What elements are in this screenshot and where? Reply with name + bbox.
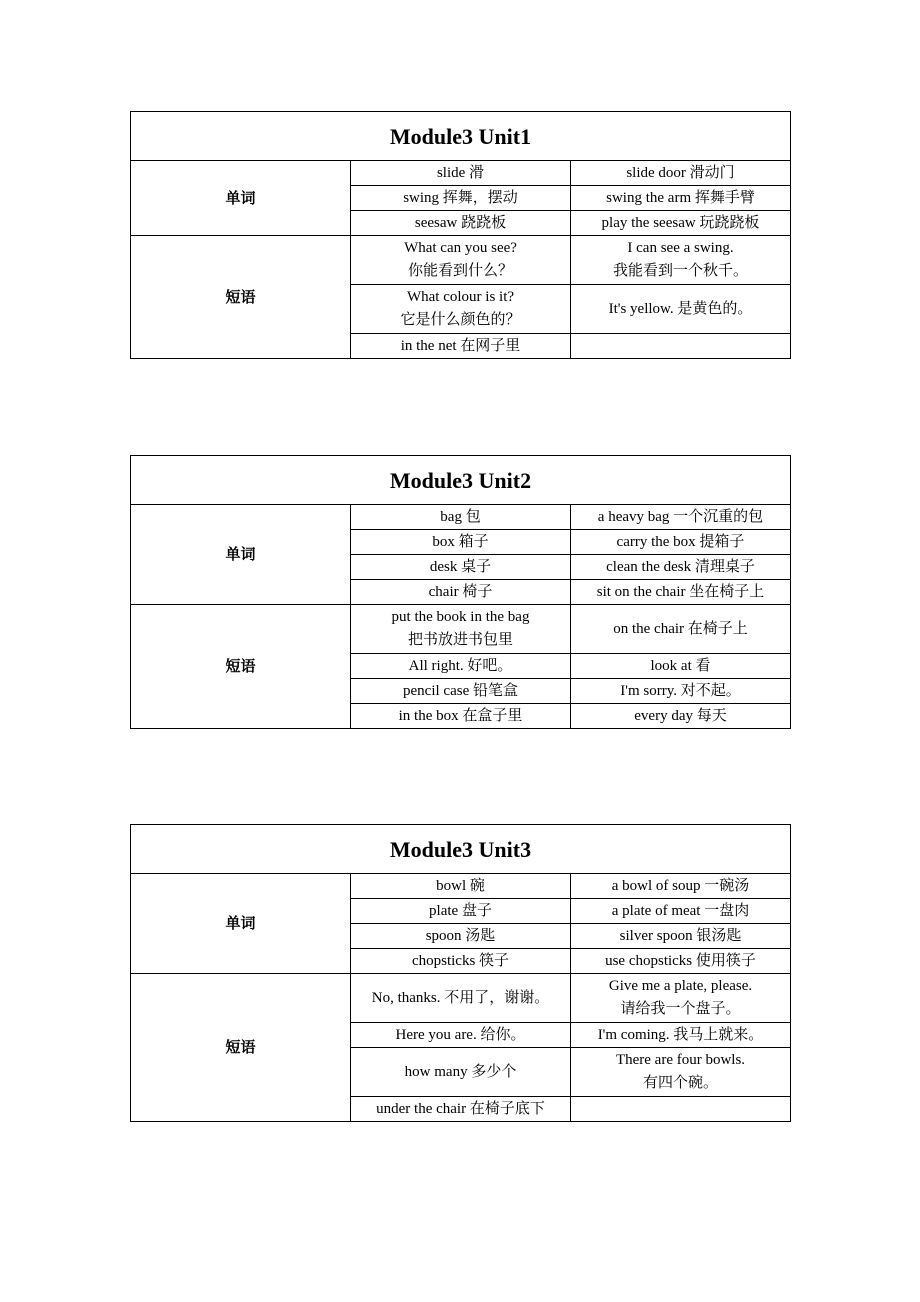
- word-example-cell: a heavy bag 一个沉重的包: [571, 505, 791, 530]
- empty-cell: [571, 334, 791, 359]
- phrase-line: 请给我一个盘子。: [620, 1001, 741, 1017]
- phrase-line: 我能看到一个秋千。: [612, 263, 748, 279]
- phrase-cell: under the chair 在椅子底下: [351, 1097, 571, 1122]
- phrase-cell: in the net 在网子里: [351, 334, 571, 359]
- empty-cell: [571, 1097, 791, 1122]
- word-cell: spoon 汤匙: [351, 924, 571, 949]
- phrase-cell: in the box 在盒子里: [351, 704, 571, 729]
- phrase-cell: pencil case 铅笔盒: [351, 679, 571, 704]
- phrase-line: put the book in the bag: [391, 609, 530, 625]
- phrase-cell: [571, 236, 791, 285]
- word-cell: box 箱子: [351, 530, 571, 555]
- words-label: 单词: [131, 874, 351, 974]
- phrases-label: 短语: [131, 974, 351, 1122]
- word-example-cell: play the seesaw 玩跷跷板: [571, 211, 791, 236]
- word-cell: plate 盘子: [351, 899, 571, 924]
- word-cell: bowl 碗: [351, 874, 571, 899]
- phrase-cell: All right. 好吧。: [351, 654, 571, 679]
- phrase-line: 它是什么颜色的？: [400, 312, 521, 328]
- word-example-cell: carry the box 提箱子: [571, 530, 791, 555]
- word-example-cell: a plate of meat 一盘肉: [571, 899, 791, 924]
- word-example-cell: swing the arm 挥舞手臂: [571, 186, 791, 211]
- word-example-cell: use chopsticks 使用筷子: [571, 949, 791, 974]
- word-cell: bag 包: [351, 505, 571, 530]
- word-example-cell: silver spoon 银汤匙: [571, 924, 791, 949]
- phrase-cell: I'm coming. 我马上就来。: [571, 1023, 791, 1048]
- word-example-cell: a bowl of soup 一碗汤: [571, 874, 791, 899]
- word-cell: seesaw 跷跷板: [351, 211, 571, 236]
- phrase-line: What colour is it?: [406, 289, 515, 305]
- phrases-label: 短语: [131, 236, 351, 359]
- phrase-line: I can see a swing.: [627, 240, 734, 256]
- phrase-cell: [351, 236, 571, 285]
- word-cell: swing 挥舞，摆动: [351, 186, 571, 211]
- phrase-line: 有四个碗。: [642, 1075, 718, 1091]
- word-example-cell: slide door 滑动门: [571, 161, 791, 186]
- phrase-cell: Here you are. 给你。: [351, 1023, 571, 1048]
- phrases-label: 短语: [131, 605, 351, 729]
- phrase-cell: look at 看: [571, 654, 791, 679]
- words-label: 单词: [131, 161, 351, 236]
- word-cell: slide 滑: [351, 161, 571, 186]
- phrase-cell: It's yellow. 是黄色的。: [571, 285, 791, 334]
- unit-table-2: [130, 455, 791, 729]
- unit-title: Module3 Unit3: [131, 825, 791, 874]
- word-cell: chair 椅子: [351, 580, 571, 605]
- phrase-cell: on the chair 在椅子上: [571, 605, 791, 654]
- phrase-line: 你能看到什么？: [407, 263, 513, 279]
- phrase-line: Give me a plate, please.: [608, 978, 753, 994]
- phrase-cell: [571, 1048, 791, 1097]
- phrase-cell: [351, 605, 571, 654]
- phrase-cell: every day 每天: [571, 704, 791, 729]
- phrase-cell: [571, 974, 791, 1023]
- word-example-cell: sit on the chair 坐在椅子上: [571, 580, 791, 605]
- phrase-line: 把书放进书包里: [407, 632, 513, 648]
- phrase-line: There are four bowls.: [615, 1052, 746, 1068]
- unit-title: Module3 Unit2: [131, 456, 791, 505]
- phrase-cell: I'm sorry. 对不起。: [571, 679, 791, 704]
- word-cell: desk 桌子: [351, 555, 571, 580]
- phrase-cell: how many 多少个: [351, 1048, 571, 1097]
- words-label: 单词: [131, 505, 351, 605]
- phrase-cell: No, thanks. 不用了，谢谢。: [351, 974, 571, 1023]
- unit-title: Module3 Unit1: [131, 112, 791, 161]
- phrase-cell: [351, 285, 571, 334]
- word-cell: chopsticks 筷子: [351, 949, 571, 974]
- word-example-cell: clean the desk 清理桌子: [571, 555, 791, 580]
- unit-table-3: [130, 824, 791, 1122]
- unit-table-1: [130, 111, 791, 359]
- phrase-line: What can you see?: [404, 240, 517, 256]
